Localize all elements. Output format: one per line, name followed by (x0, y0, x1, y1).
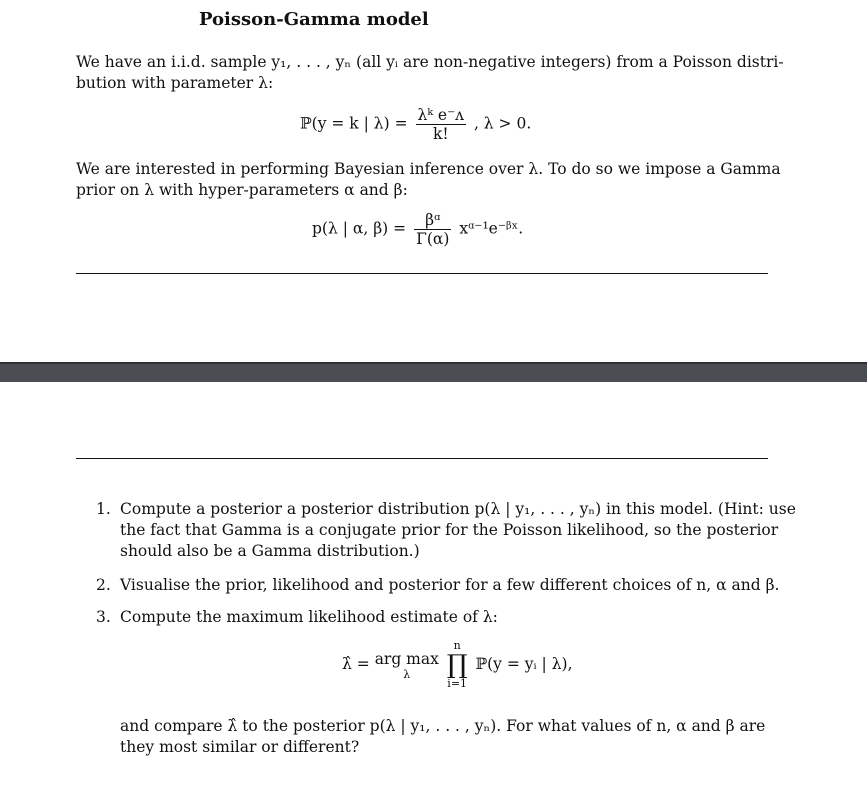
product-upper-limit: n (453, 639, 461, 652)
gamma-rhs: xᵅ⁻¹e⁻ᵝˣ. (459, 219, 524, 238)
compare-line-1: and compare λ̂ to the posterior p(λ | y₁, . . . , yₙ). For what values of n, α and β are (120, 717, 766, 735)
product-symbol: ∏ (446, 650, 468, 680)
argmax-operator: arg max (374, 650, 439, 668)
mle-lhs: λ̂ = (342, 655, 370, 673)
exercise-line: should also be a Gamma distribution.) (120, 542, 420, 560)
compare-paragraph (120, 716, 765, 758)
bayes-line-1: We are interested in performing Bayesian inference over λ. To do so we impose a Gamma (76, 160, 781, 178)
product-operator (447, 640, 468, 690)
exercise-text (120, 607, 498, 628)
poisson-numerator: λᵏ e⁻ᴧ (417, 106, 465, 124)
gamma-prior-equation (312, 211, 523, 248)
poisson-denominator: k! (432, 125, 449, 143)
gamma-lhs: p(λ | α, β) = (312, 219, 407, 238)
poisson-fraction (416, 106, 467, 143)
horizontal-rule-bottom (76, 458, 768, 459)
gamma-fraction (414, 211, 451, 248)
bayes-line-2: prior on λ with hyper-parameters α and β: (76, 181, 408, 199)
section-title: Poisson-Gamma model (199, 9, 429, 30)
exercise-text (120, 499, 796, 562)
exercise-line: Compute a posterior a posterior distribution p(λ | y₁, . . . , yₙ) in this model. (Hint: use (120, 500, 796, 518)
intro-line-1: We have an i.i.d. sample y₁, . . . , yₙ (all yᵢ are non-negative integers) from a Poisson distri- (76, 53, 784, 71)
product-lower-limit: i=1 (447, 677, 468, 690)
mle-argmax (375, 649, 439, 681)
page-break-bar (0, 362, 867, 382)
mle-equation (342, 640, 573, 690)
argmax-subscript: λ (403, 668, 411, 681)
page-bottom (0, 382, 867, 789)
exercise-line: Visualise the prior, likelihood and posterior for a few different choices of n, α and β. (120, 576, 780, 594)
gamma-denominator: Γ(α) (416, 230, 450, 248)
intro-line-2: bution with parameter λ: (76, 74, 274, 92)
mle-rhs: ℙ(y = yᵢ | λ), (475, 655, 573, 673)
poisson-condition: , λ > 0. (473, 114, 532, 133)
bayes-paragraph (76, 159, 781, 201)
compare-line-2: they most similar or different? (120, 738, 360, 756)
exercise-line: the fact that Gamma is a conjugate prior for the Poisson likelihood, so the posterior (120, 521, 779, 539)
exercise-line: Compute the maximum likelihood estimate of λ: (120, 608, 498, 626)
page-top (0, 0, 867, 362)
exercise-number: 3. (96, 608, 111, 626)
exercise-text (120, 575, 779, 596)
intro-paragraph (76, 52, 784, 94)
poisson-lhs: ℙ(y = k | λ) = (300, 114, 408, 133)
exercise-number: 2. (96, 576, 111, 594)
gamma-numerator: βᵅ (414, 211, 451, 230)
horizontal-rule-top (76, 273, 768, 274)
exercise-number: 1. (96, 500, 111, 518)
poisson-equation (300, 106, 531, 143)
